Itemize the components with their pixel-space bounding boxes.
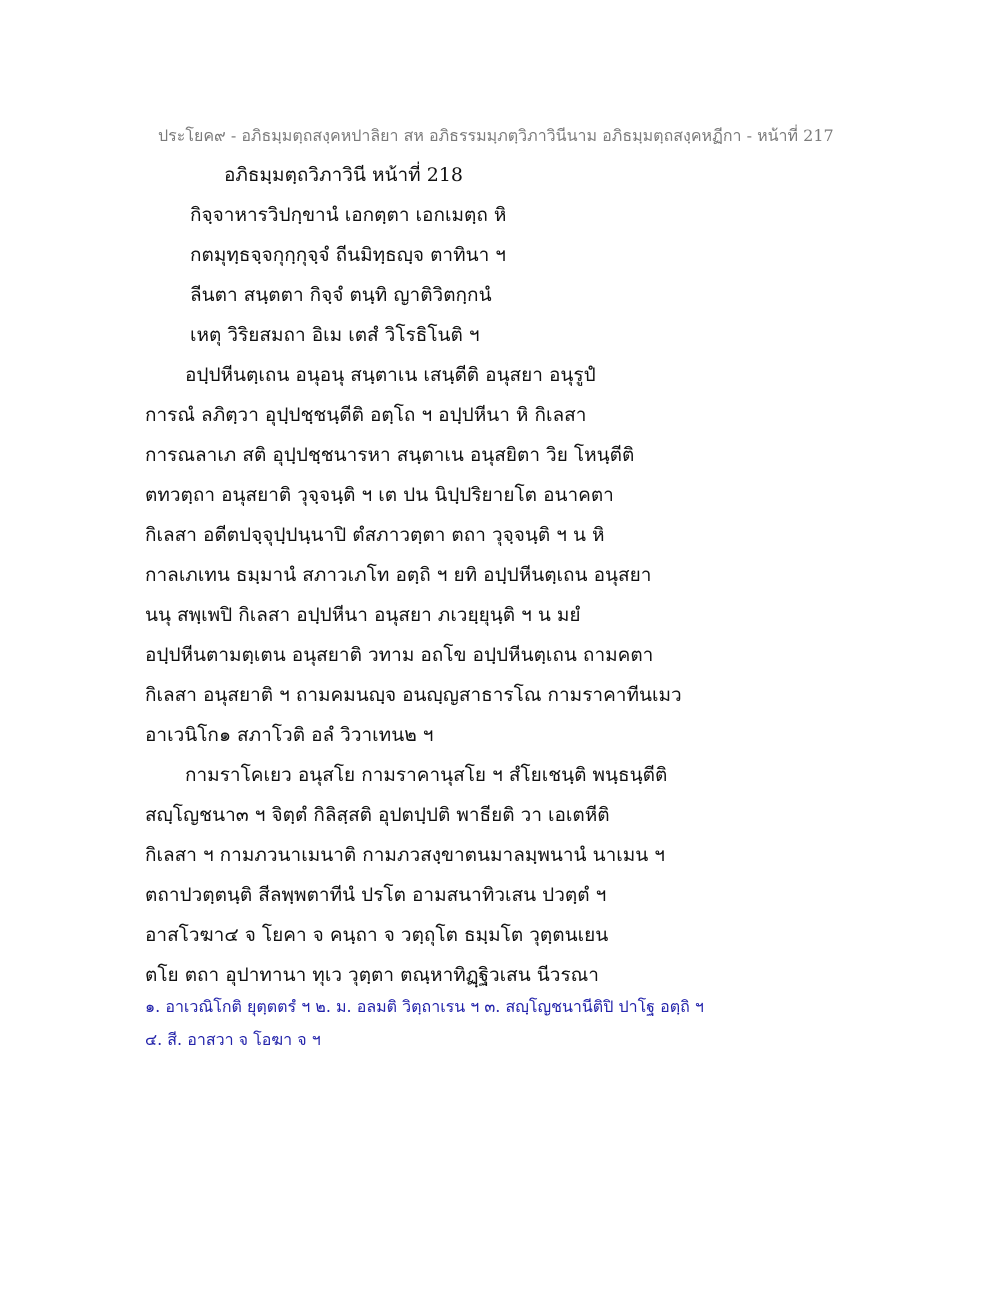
verse-line: กตมุทฺธจฺจกุกฺกุจฺจํ ถีนมิทฺธญฺจ ตาทินา ฯ <box>190 244 506 266</box>
paragraph-line: สญฺโญชนา๓ ฯ จิตฺตํ กิลิสฺสติ อุปตปฺปติ พาธียติ วา เอเตหีติ <box>145 804 610 826</box>
running-header: ประโยค๙ - อภิธมฺมตฺถสงฺคหปาลิยา สห อภิธรรมมฺภตฺวิภาวินีนาม อภิธมฺมตฺถสงฺคหฏีกา - หน้าที่ 217 <box>158 126 834 145</box>
verse-line: ลีนตา สนฺตตา กิจฺจํ ตนฺทิ ญาติวิตกฺกนํ <box>190 284 492 306</box>
paragraph-line: กิเลสา อนุสยาติ ฯ ถามคมนญฺจ อนญฺญสาธารโณ กามราคาทีนเมว <box>145 684 682 706</box>
page-heading: อภิธมฺมตฺถวิภาวินี หน้าที่ 218 <box>224 164 463 186</box>
paragraph-line: อปฺปหีนตามตฺเตน อนุสยาติ วทาม อถโข อปฺปหีนตฺเถน ถามคตา <box>145 644 654 666</box>
footnote-line: ๔. สี. อาสวา จ โอฆา จ ฯ <box>145 1030 321 1049</box>
paragraph-line: กิเลสา อตีตปจฺจุปฺปนฺนาปิ ตํสภาวตฺตา ตถา วุจฺจนฺติ ฯ น หิ <box>145 524 605 546</box>
paragraph-line: นนุ สพฺเพปิ กิเลสา อปฺปหีนา อนุสยา ภเวยฺยุนฺติ ฯ น มยํ <box>145 604 581 626</box>
paragraph-line: การณลาเภ สติ อุปฺปชฺชนารหา สนฺตาเน อนุสยิตา วิย โหนฺตีติ <box>145 444 635 466</box>
paragraph-line: อาสโวฆา๔ จ โยคา จ คนฺถา จ วตฺถุโต ธมฺมโต วุตฺตนเยน <box>145 924 609 946</box>
verse-line: กิจฺจาหารวิปกฺขานํ เอกตฺตา เอกเมตฺถ หิ <box>190 204 507 226</box>
paragraph-line: การณํ ลภิตฺวา อุปฺปชฺชนฺตีติ อตฺโถ ฯ อปฺปหีนา หิ กิเลสา <box>145 404 587 426</box>
paragraph-line: ตโย ตถา อุปาทานา ทุเว วุตฺตา ตณฺหาทิฏฺฐิวเสน นีวรณา <box>145 964 599 986</box>
paragraph-line: อาเวนิโก๑ สภาโวติ อลํ วิวาเทน๒ ฯ <box>145 724 434 746</box>
paragraph-line: ตทวตฺถา อนุสยาติ วุจฺจนฺติ ฯ เต ปน นิปฺปริยายโต อนาคตา <box>145 484 614 506</box>
paragraph-line: กิเลสา ฯ กามภวนาเมนาติ กามภวสงฺขาตนมาลมฺพนานํ นาเมน ฯ <box>145 844 665 866</box>
paragraph-line: ตถาปวตฺตนฺติ สีลพฺพตาทีนํ ปรโต อามสนาทิวเสน ปวตฺตํ ฯ <box>145 884 607 906</box>
paragraph-line: อปฺปหีนตฺเถน อนุอนุ สนฺตาเน เสนฺตีติ อนุสยา อนุรูปํ <box>185 364 596 386</box>
paragraph-line: กาลเภเทน ธมฺมานํ สภาวเภโท อตฺถิ ฯ ยทิ อปฺปหีนตฺเถน อนุสยา <box>145 564 652 586</box>
footnote-line: ๑. อาเวณิโกติ ยุตฺตตรํ ฯ ๒. ม. อลมติ วิตฺถาเรน ฯ ๓. สญฺโญชนานีติปิ ปาโฐ อตฺถิ ฯ <box>145 997 704 1016</box>
verse-line: เหตุ วิริยสมถา อิเม เตสํ วิโรธิโนติ ฯ <box>190 324 480 346</box>
paragraph-line: กามราโคเยว อนุสโย กามราคานุสโย ฯ สํโยเชนฺติ พนฺธนฺตีติ <box>185 764 668 786</box>
